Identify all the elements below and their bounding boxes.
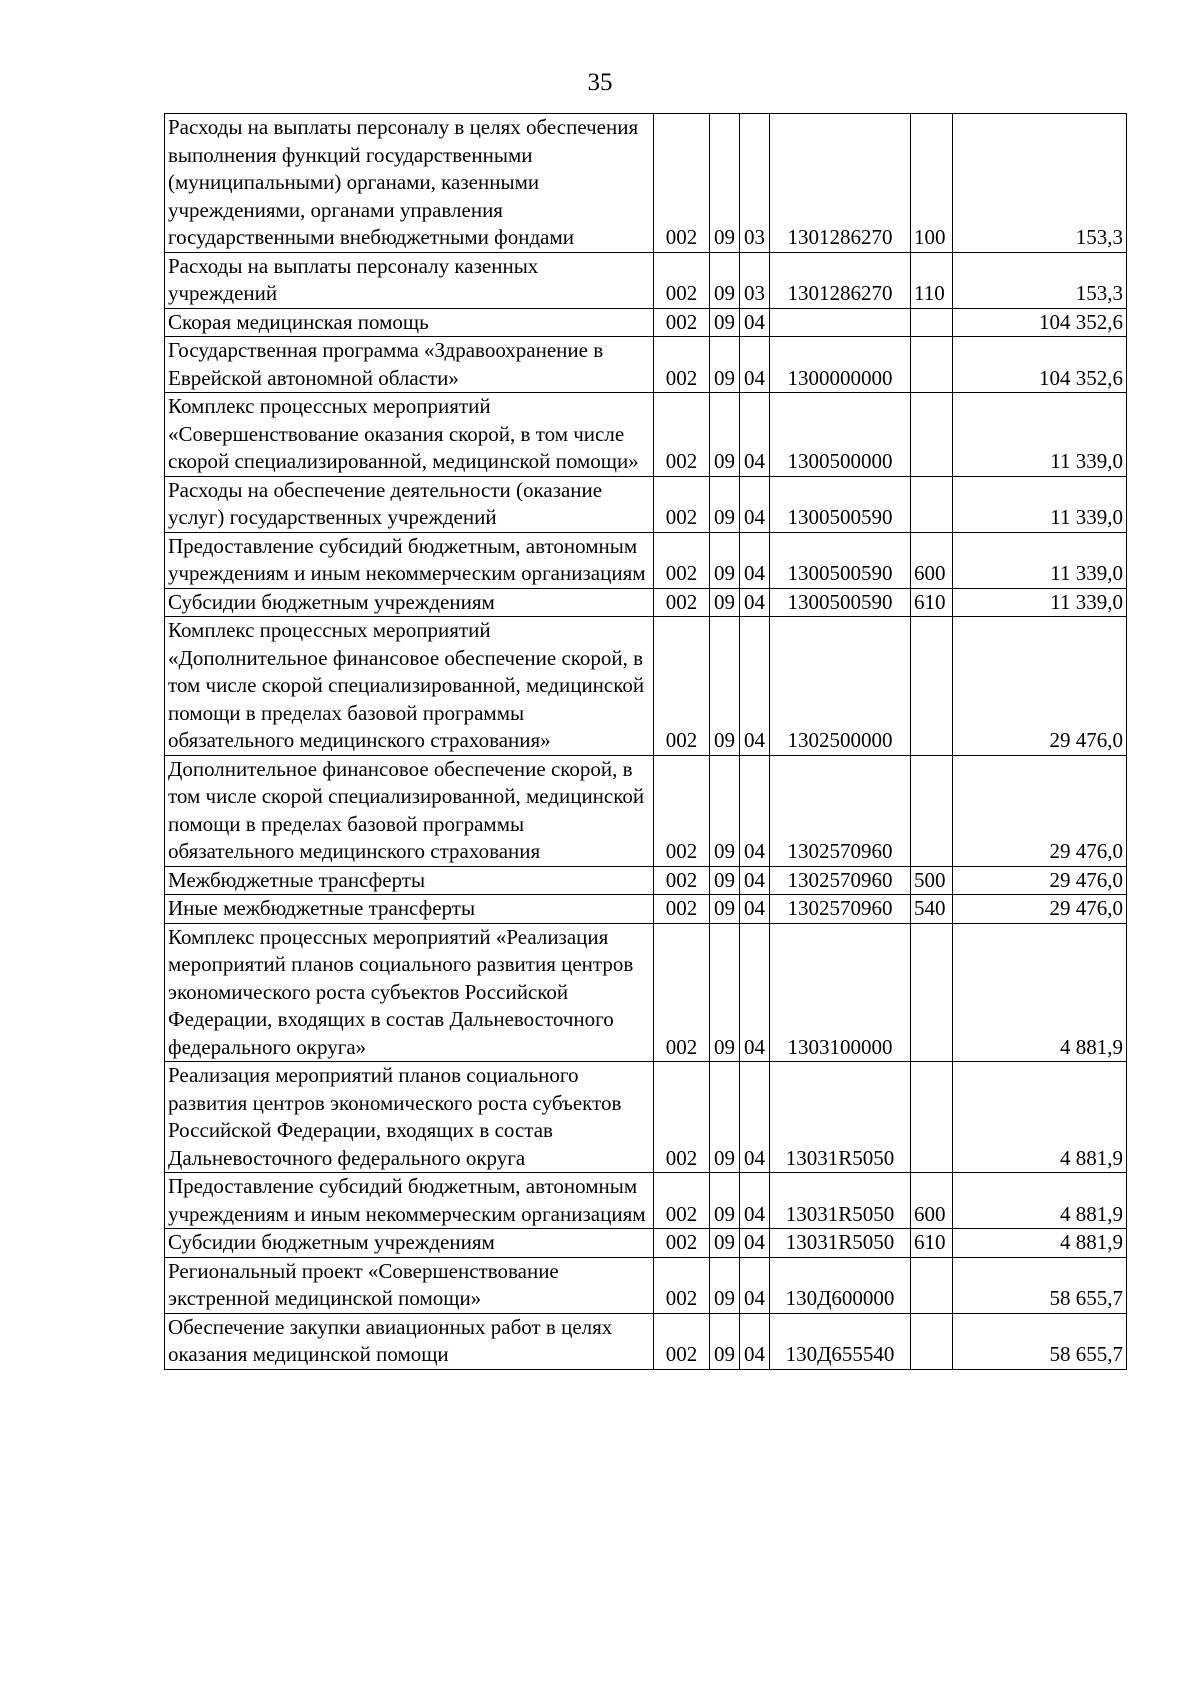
row-name: Расходы на выплаты персоналу казенных учреждений [165,252,654,308]
amount: 11 339,0 [953,476,1127,532]
row-name: Предоставление субсидий бюджетным, автономным учреждениям и иным некоммерческим организациям [165,532,654,588]
ministry-code: 002 [654,617,710,756]
amount: 58 655,7 [953,1257,1127,1313]
amount: 29 476,0 [953,755,1127,866]
page-number: 35 [587,69,613,96]
table-row [165,308,1127,337]
subsection-code: 04 [740,1229,770,1258]
target-article-code: 1300500590 [770,588,911,617]
section-code: 09 [710,923,740,1062]
amount: 4 881,9 [953,1173,1127,1229]
row-name: Субсидии бюджетным учреждениям [165,1229,654,1258]
ministry-code: 002 [654,476,710,532]
table-row [165,532,1127,588]
subsection-code: 04 [740,923,770,1062]
row-name: Межбюджетные трансферты [165,866,654,895]
ministry-code: 002 [654,923,710,1062]
table-row [165,895,1127,924]
table-row [165,1062,1127,1173]
section-code: 09 [710,337,740,393]
amount: 29 476,0 [953,617,1127,756]
table-row [165,617,1127,756]
amount: 4 881,9 [953,1062,1127,1173]
target-article-code: 1302570960 [770,755,911,866]
expense-type-code [911,476,953,532]
ministry-code: 002 [654,252,710,308]
section-code: 09 [710,588,740,617]
subsection-code: 04 [740,895,770,924]
subsection-code: 04 [740,1062,770,1173]
section-code: 09 [710,252,740,308]
table-row [165,252,1127,308]
section-code: 09 [710,532,740,588]
table-row [165,866,1127,895]
expense-type-code: 610 [911,1229,953,1258]
section-code: 09 [710,476,740,532]
expense-type-code: 110 [911,252,953,308]
row-name: Предоставление субсидий бюджетным, автономным учреждениям и иным некоммерческим организациям [165,1173,654,1229]
table-row [165,1229,1127,1258]
amount: 58 655,7 [953,1313,1127,1369]
target-article-code: 1300000000 [770,337,911,393]
subsection-code: 04 [740,393,770,477]
amount: 4 881,9 [953,1229,1127,1258]
section-code: 09 [710,895,740,924]
table-row [165,393,1127,477]
ministry-code: 002 [654,532,710,588]
subsection-code: 04 [740,1257,770,1313]
ministry-code: 002 [654,1257,710,1313]
row-name: Государственная программа «Здравоохранение в Еврейской автономной области» [165,337,654,393]
table-row [165,1173,1127,1229]
section-code: 09 [710,1062,740,1173]
table-row [165,1257,1127,1313]
target-article-code: 1302570960 [770,866,911,895]
table-row [165,476,1127,532]
row-name: Региональный проект «Совершенствование экстренной медицинской помощи» [165,1257,654,1313]
expense-type-code [911,755,953,866]
target-article-code [770,308,911,337]
expense-type-code [911,393,953,477]
row-name: Обеспечение закупки авиационных работ в целях оказания медицинской помощи [165,1313,654,1369]
row-name: Расходы на обеспечение деятельности (оказание услуг) государственных учреждений [165,476,654,532]
section-code: 09 [710,1257,740,1313]
expense-type-code [911,337,953,393]
target-article-code: 1301286270 [770,114,911,253]
target-article-code: 1303100000 [770,923,911,1062]
row-name: Комплекс процессных мероприятий «Совершенствование оказания скорой, в том числе скорой специализированной, медицинской помощи» [165,393,654,477]
subsection-code: 03 [740,252,770,308]
expense-type-code [911,1062,953,1173]
subsection-code: 04 [740,532,770,588]
expense-type-code: 540 [911,895,953,924]
row-name: Расходы на выплаты персоналу в целях обеспечения выполнения функций государственными (муниципальными) органами, казенными учреждениями, органами управления государственными внебюджетными фондами [165,114,654,253]
expense-type-code [911,617,953,756]
target-article-code: 1301286270 [770,252,911,308]
subsection-code: 04 [740,337,770,393]
amount: 153,3 [953,114,1127,253]
target-article-code: 130Д600000 [770,1257,911,1313]
subsection-code: 04 [740,588,770,617]
target-article-code: 13031R5050 [770,1229,911,1258]
ministry-code: 002 [654,1313,710,1369]
budget-table-body [165,114,1127,1370]
amount: 153,3 [953,252,1127,308]
table-row [165,114,1127,253]
ministry-code: 002 [654,114,710,253]
expense-type-code: 500 [911,866,953,895]
subsection-code: 03 [740,114,770,253]
expense-type-code: 100 [911,114,953,253]
section-code: 09 [710,114,740,253]
ministry-code: 002 [654,393,710,477]
ministry-code: 002 [654,866,710,895]
amount: 11 339,0 [953,393,1127,477]
table-row [165,923,1127,1062]
section-code: 09 [710,617,740,756]
amount: 104 352,6 [953,337,1127,393]
expense-type-code [911,923,953,1062]
target-article-code: 1302500000 [770,617,911,756]
section-code: 09 [710,1229,740,1258]
expense-type-code: 610 [911,588,953,617]
table-row [165,755,1127,866]
ministry-code: 002 [654,755,710,866]
amount: 11 339,0 [953,588,1127,617]
expense-type-code [911,1313,953,1369]
ministry-code: 002 [654,588,710,617]
expense-type-code [911,1257,953,1313]
target-article-code: 130Д655540 [770,1313,911,1369]
subsection-code: 04 [740,755,770,866]
amount: 29 476,0 [953,895,1127,924]
section-code: 09 [710,393,740,477]
section-code: 09 [710,308,740,337]
subsection-code: 04 [740,308,770,337]
expense-type-code: 600 [911,532,953,588]
table-row [165,1313,1127,1369]
row-name: Комплекс процессных мероприятий «Реализация мероприятий планов социального развития центров экономического роста субъектов Российской Федерации, входящих в состав Дальневосточного федерального округа» [165,923,654,1062]
subsection-code: 04 [740,617,770,756]
section-code: 09 [710,1173,740,1229]
section-code: 09 [710,1313,740,1369]
amount: 4 881,9 [953,923,1127,1062]
target-article-code: 13031R5050 [770,1173,911,1229]
subsection-code: 04 [740,476,770,532]
expense-type-code: 600 [911,1173,953,1229]
subsection-code: 04 [740,866,770,895]
table-row [165,588,1127,617]
ministry-code: 002 [654,1229,710,1258]
ministry-code: 002 [654,337,710,393]
target-article-code: 1300500000 [770,393,911,477]
section-code: 09 [710,866,740,895]
row-name: Иные межбюджетные трансферты [165,895,654,924]
ministry-code: 002 [654,308,710,337]
target-article-code: 1300500590 [770,476,911,532]
ministry-code: 002 [654,1062,710,1173]
table-row [165,337,1127,393]
ministry-code: 002 [654,895,710,924]
section-code: 09 [710,755,740,866]
row-name: Скорая медицинская помощь [165,308,654,337]
ministry-code: 002 [654,1173,710,1229]
amount: 104 352,6 [953,308,1127,337]
row-name: Дополнительное финансовое обеспечение скорой, в том числе скорой специализированной, медицинской помощи в пределах базовой программы обязательного медицинского страхования [165,755,654,866]
target-article-code: 13031R5050 [770,1062,911,1173]
amount: 29 476,0 [953,866,1127,895]
target-article-code: 1302570960 [770,895,911,924]
row-name: Комплекс процессных мероприятий «Дополнительное финансовое обеспечение скорой, в том числе скорой специализированной, медицинской помощи в пределах базовой программы обязательного медицинского страхования» [165,617,654,756]
row-name: Субсидии бюджетным учреждениям [165,588,654,617]
budget-table [164,113,1127,1370]
subsection-code: 04 [740,1313,770,1369]
amount: 11 339,0 [953,532,1127,588]
subsection-code: 04 [740,1173,770,1229]
expense-type-code [911,308,953,337]
row-name: Реализация мероприятий планов социального развития центров экономического роста субъектов Российской Федерации, входящих в состав Дальневосточного федерального округа [165,1062,654,1173]
target-article-code: 1300500590 [770,532,911,588]
